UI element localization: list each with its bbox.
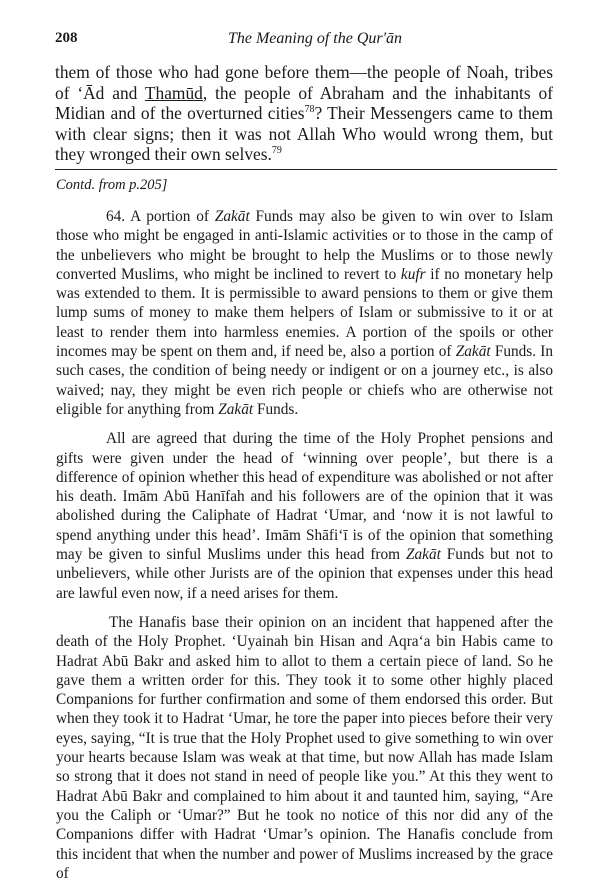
term-zakat: Zakāt: [406, 546, 441, 564]
text-segment: Funds.: [253, 400, 299, 418]
term-kufr: kufr: [400, 265, 426, 283]
footnote-continuation-label: Contd. from p.205]: [56, 177, 168, 193]
text-segment: Funds but not to unbelievers, while other Jurists are of the opinion that expenses under this head are lawful even now, if a need arises for them.: [56, 546, 553, 602]
footnote-paragraph-2: [56, 429, 553, 603]
text-segment: 64. A portion of: [106, 208, 215, 225]
page-number: 208: [55, 30, 78, 46]
footnote-separator: [55, 169, 557, 170]
footnote-paragraph-3: The Hanafis base their opinion on an incident that happened after the death of the Holy Prophet. ‘Uyainah bin Hisan and Aqra‘a bin Habis came to Hadrat Abū Bakr and asked him to allot to them a certain piece of land. So he gave them a written order for this. They took it to some other highly placed Companions for further confirmation and some of them endorsed this order. But when they took it to Hadrat ‘Umar, he tore the paper into pieces before their very eyes, saying, “It is true that the Holy Prophet used to give something to win over your hearts because Islam was weak at that time, but now Allah has made Islam so strong that it does not stand in need of people like you.” At this they went to Hadrat Abū Bakr and complained to him about it and taunted him, saying, “Are you the Caliph or ‘Umar?” But he took no notice of this nor did any of the Companions differ with Hadrat ‘Umar’s opinion. The Hanafis conclude from this incident that when the number and power of Muslims increased by the grace of: [56, 613, 553, 882]
running-title: The Meaning of the Qur'ān: [227, 30, 403, 47]
verse-segment: , the people of Abraham and the inhabitants of Midian and of the overturned cities: [55, 82, 553, 123]
verse-paragraph: [55, 62, 553, 165]
verse-segment: them of those who had gone before them—the people of Noah, tribes of ‘Ād and: [55, 62, 553, 103]
page-header: [55, 30, 555, 52]
footnote-ref-78: 78: [304, 104, 315, 116]
term-zakat: Zakāt: [214, 208, 250, 225]
text-segment: All are agreed that during the time of the Holy Prophet pensions and gifts were given under the head of ‘winning over people’, but there is a difference of opinion whether this head of expenditure was abolished or not after his death. Imām Abū Hanīfah and his followers are of the opinion that it was abolished during the Caliphate of Hadrat ‘Umar, and ‘now it is not lawful to spend anything under this head’. Imām Shāfi‘ī is of the opinion that something may be given to sinful Muslims under this head from: [56, 430, 553, 564]
footnote-ref-79: 79: [271, 145, 282, 157]
verse-segment: ? Their Messengers came to them with clear signs; then it was not Allah Who would wrong them, but they wronged their own selves.: [55, 103, 553, 164]
text-segment: Funds. In such cases, the condition of being needy or indigent or on a journey etc., is also waived; nay, they might be even rich people or chiefs who are otherwise not eligible for anything from: [56, 343, 554, 418]
term-zakat: Zakāt: [455, 343, 491, 361]
footnote-body: [56, 207, 553, 893]
footnote-paragraph-1: [56, 207, 553, 419]
term-zakat: Zakāt: [218, 400, 254, 418]
text-segment: if no monetary help was extended to them. It is permissible to award pensions to them or give them lump sums of money to make them helpers of Islam or submissive to it or at least to render them into harmless enemies. A portion of the spoils or other incomes may be spent on them and, if need be, also a portion of: [56, 265, 553, 361]
verse-term-thamud: Thamūd: [144, 82, 203, 103]
text-segment: Funds may also be given to win over to Islam those who might be engaged in anti-Islamic activities or to those in the camp of the unbelievers who might be brought to help the Muslims or to those newly converted Muslims, who might be inclined to revert to: [56, 208, 553, 283]
verse-text: [55, 62, 553, 165]
